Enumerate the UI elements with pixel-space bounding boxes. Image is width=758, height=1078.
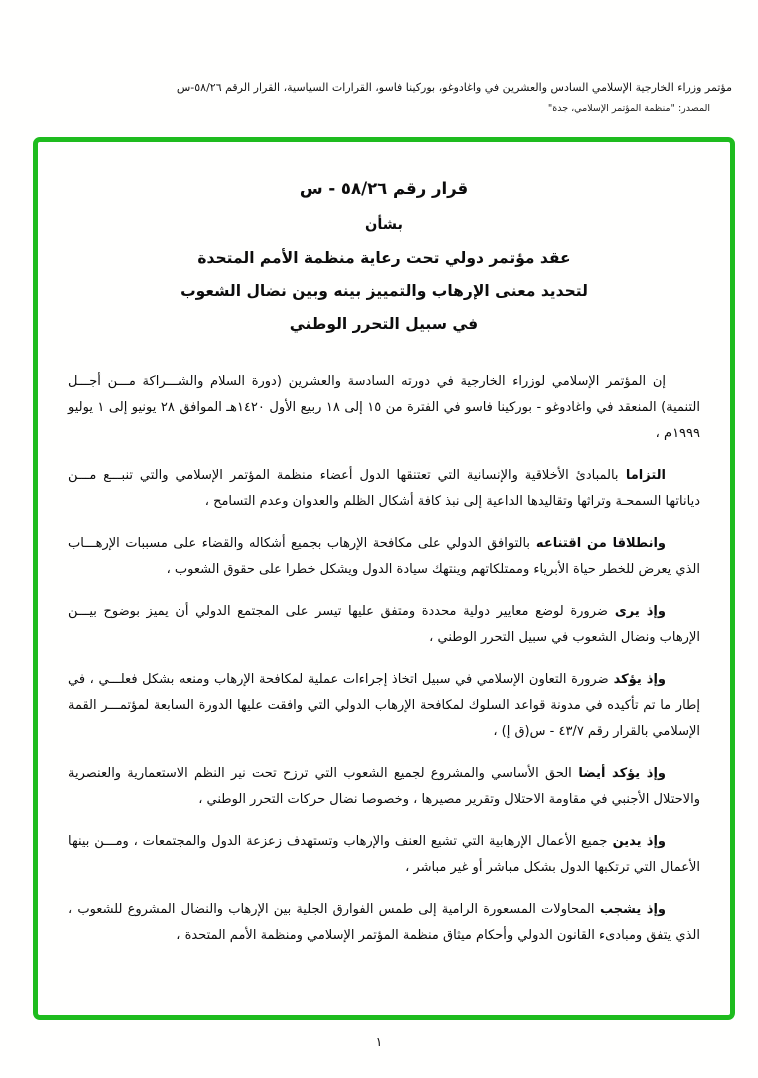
paragraph-affirming [68, 667, 700, 745]
paragraph-considering [68, 599, 700, 651]
title-subject-line-3: في سبيل التحرر الوطني [289, 315, 479, 333]
citation-header [26, 80, 732, 115]
paragraph-lead: وإذ يشجب [594, 902, 666, 917]
title-subject-line-2: لتحديد معنى الإرهاب والتمييز بينه وبين نضال الشعوب [180, 282, 588, 300]
paragraph-condemning [68, 829, 700, 881]
paragraph-lead: وانطلاقا من اقتناعه [530, 536, 667, 551]
paragraph-text: المحاولات المسعورة الرامية إلى طمس الفوارق الجلية بين الإرهاب والنضال المشروع للشعوب ، الذي يتفق ومبادىء القانون الدولي وأحكام ميثاق منظمة المؤتمر الإسلامي ومنظمة الأمم المتحدة ، [68, 902, 700, 943]
paragraph-text: الحق الأساسي والمشروع لجميع الشعوب التي ترزح تحت نير النظم الاستعمارية والعنصرية والاحتلال الأجنبي في مقاومة الاحتلال وتقرير مصيرها ، وخصوصا نضال حركات التحرر الوطني ، [68, 766, 700, 807]
resolution-title-block [68, 178, 700, 335]
paragraph-preamble [68, 369, 700, 447]
page-number: ١ [375, 1034, 383, 1049]
title-regarding: بشأن [364, 217, 404, 233]
paragraph-text: بالمبادئ الأخلاقية والإنسانية التي تعتنقها الدول أعضاء منظمة المؤتمر الإسلامي والتي تنبـــع مـــن دياناتها السمحـة وتراثها وتقاليدها الداعية إلى نبذ كافة أشكال الظلم والعدوان وعدم التسامح ، [68, 468, 700, 509]
title-subject-line-1: عقد مؤتمر دولي تحت رعاية منظمة الأمم المتحدة [197, 249, 571, 267]
paragraph-text: ضرورة لوضع معايير دولية محددة ومتفق عليها تيسر على المجتمع الدولي أن يميز بوضوح بيـــن الإرهاب ونضال الشعوب في سبيل التحرر الوطني ، [68, 604, 700, 645]
paragraph-commitment [68, 463, 700, 515]
paragraph-lead: التزاما [618, 468, 666, 483]
paragraph-text: ضرورة التعاون الإسلامي في سبيل اتخاذ إجراءات عملية لمكافحة الإرهاب ومنعه بشكل فعلـــي ، في إطار ما تم تأكيده في مدونة قواعد السلوك لمكافحة الإرهاب الدولي التي وافقت عليها الدورة السابعة لمؤتمـــر القمة الإسلامي بالقرار رقم ٤٣/٧ - س(ق إ) ، [68, 672, 700, 739]
citation-line: مؤتمر وزراء الخارجية الإسلامي السادس والعشرين في واغادوغو، بوركينا فاسو، القرارات السياسية، القرار الرقم ٥٨/٢٦-س [176, 81, 732, 94]
paragraph-affirming-also [68, 761, 700, 813]
resolution-number-title: قرار رقم ٥٨/٢٦ - س [299, 179, 469, 198]
paragraph-text: بالتوافق الدولي على مكافحة الإرهاب بجميع أشكاله والقضاء على مسببات الإرهـــاب الذي يعرض للخطر حياة الأبرياء وممتلكاتهم وينتهك سيادة الدول ويشكل خطرا على حقوق الشعوب ، [68, 536, 700, 577]
resolution-frame [33, 137, 735, 1020]
source-line: المصدر: "منظمة المؤتمر الإسلامي، جدة" [547, 103, 710, 114]
paragraph-lead: وإذ يؤكد [608, 672, 666, 687]
paragraph-denouncing [68, 897, 700, 949]
resolution-content [38, 142, 730, 1015]
paragraph-lead: وإذ يؤكد أيضا [571, 766, 666, 781]
paragraph-lead: وإذ يرى [607, 604, 666, 619]
paragraph-text: جميع الأعمال الإرهابية التي تشيع العنف والإرهاب وتستهدف زعزعة الدول والمجتمعات ، ومـــن بينها الأعمال التي ترتكبها الدول بشكل مباشر أو غير مباشر ، [68, 834, 700, 875]
paragraph-conviction [68, 531, 700, 583]
paragraph-lead: وإذ يدين [607, 834, 666, 849]
paragraph-text: إن المؤتمر الإسلامي لوزراء الخارجية في دورته السادسة والعشرين (دورة السلام والشـــراكة مـــن أجـــل التنمية) المنعقد في واغادوغو - بوركينا فاسو في الفترة من ١٥ إلى ١٨ ربيع الأول ١٤٢٠هـ الموافق ٢٨ يونيو إلى ١ يوليو ١٩٩٩م ، [68, 374, 700, 441]
